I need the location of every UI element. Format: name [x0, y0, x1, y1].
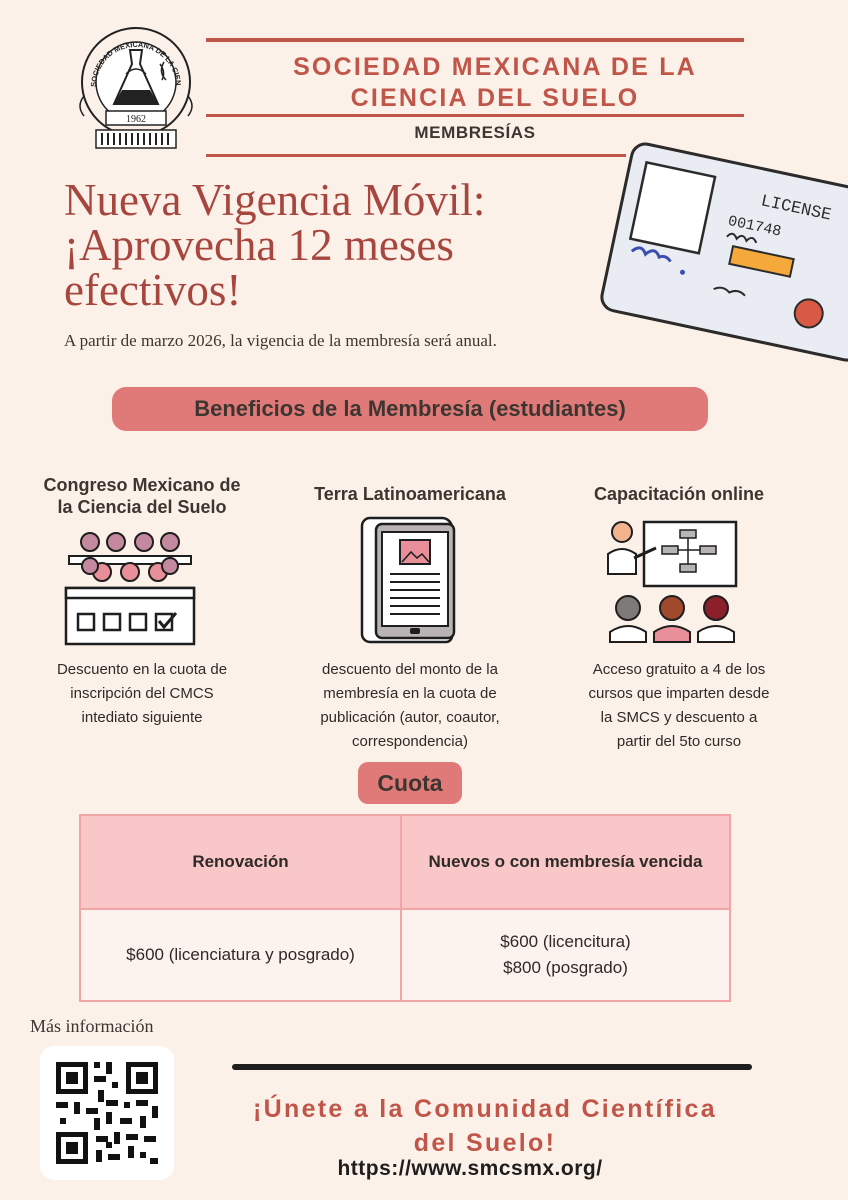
logo-year: 1962	[126, 114, 146, 125]
fees-value-new	[401, 909, 730, 1001]
fees-header-new: Nuevos o con membresía vencida	[401, 815, 730, 909]
fees-value-new-line-2: $800 (posgrado)	[503, 958, 628, 977]
benefit-congress-desc-line-1: Descuento en la cuota de	[56, 661, 228, 678]
benefit-training-title-line-1: Capacitación online	[593, 484, 765, 504]
logo-arc-text: SOCIEDAD MEXICANA DE LA CIEN	[88, 39, 184, 88]
qr-code[interactable]	[40, 1046, 174, 1180]
fees-header-renewal: Renovación	[80, 815, 401, 909]
benefit-training-desc-line-4: partir del 5to curso	[616, 733, 742, 750]
join-callout-line-2: del Suelo!	[413, 1129, 557, 1157]
benefit-training-desc-line-3: la SMCS y descuento a	[600, 709, 758, 726]
header-rule-under	[206, 154, 626, 157]
fees-table	[79, 814, 731, 1002]
fees-header-row	[80, 815, 730, 909]
header-rule-top	[206, 38, 744, 42]
benefit-congress-description	[20, 658, 264, 730]
conference-audience-icon	[64, 528, 196, 648]
benefit-journal-desc-line-4: correspondencia)	[352, 733, 468, 750]
join-callout-line-1: ¡Únete a la Comunidad Científica	[253, 1095, 717, 1123]
benefit-journal-desc-line-3: publicación (autor, coautor,	[320, 709, 500, 726]
section-title: MEMBRESÍAS	[414, 123, 536, 142]
benefit-congress-title-line-2: la Ciencia del Suelo	[57, 497, 227, 517]
hero-intro: A partir de marzo 2026, la vigencia de la membresía será anual.	[64, 331, 497, 350]
join-callout	[210, 1092, 760, 1160]
fees-value-row	[80, 909, 730, 1001]
benefit-congress-desc-line-2: inscripción del CMCS	[70, 685, 214, 702]
card-license-label: LICENSE	[758, 192, 833, 226]
organization-name-line-1: SOCIEDAD MEXICANA DE LA	[293, 53, 697, 81]
more-info-label: Más información	[30, 1016, 154, 1036]
license-card-illustration	[582, 120, 848, 380]
fees-heading: Cuota	[358, 762, 462, 804]
benefit-journal-desc-line-1: descuento del monto de la	[322, 661, 498, 678]
benefits-heading: Beneficios de la Membresía (estudiantes)	[112, 387, 708, 431]
benefit-training-title	[560, 483, 798, 505]
benefit-training-description	[560, 658, 798, 754]
hero-title-line-2: ¡Aprovecha 12 meses	[64, 220, 454, 270]
benefit-journal-description	[284, 658, 536, 754]
journal-tablet-icon	[358, 514, 462, 644]
benefit-congress-desc-line-3: intediato siguiente	[81, 709, 203, 726]
card-number: 001748	[726, 212, 783, 241]
hero-title	[64, 175, 584, 315]
smcs-logo	[66, 12, 202, 160]
online-training-icon	[604, 518, 740, 644]
hero-title-line-1: Nueva Vigencia Móvil:	[64, 175, 486, 225]
benefit-journal-title-line-1: Terra Latinoamericana	[314, 484, 506, 504]
fees-value-new-line-1: $600 (licencitura)	[500, 932, 631, 951]
benefit-training-desc-line-1: Acceso gratuito a 4 de los	[592, 661, 766, 678]
header-rule-bottom	[206, 114, 744, 117]
fees-value-renewal: $600 (licenciatura y posgrado)	[80, 909, 401, 1001]
organization-name-line-2: CIENCIA DEL SUELO	[350, 84, 640, 112]
benefit-journal-title	[284, 483, 536, 505]
benefit-congress-title-line-1: Congreso Mexicano de	[43, 475, 241, 495]
benefit-congress-title	[20, 474, 264, 518]
benefit-journal-desc-line-2: membresía en la cuota de	[323, 685, 497, 702]
footer-divider	[232, 1064, 752, 1070]
organization-name	[240, 52, 750, 114]
hero-title-line-3: efectivos!	[64, 265, 242, 315]
benefit-training-desc-line-2: cursos que imparten desde	[588, 685, 770, 702]
website-link[interactable]: https://www.smcsmx.org/	[337, 1157, 603, 1180]
